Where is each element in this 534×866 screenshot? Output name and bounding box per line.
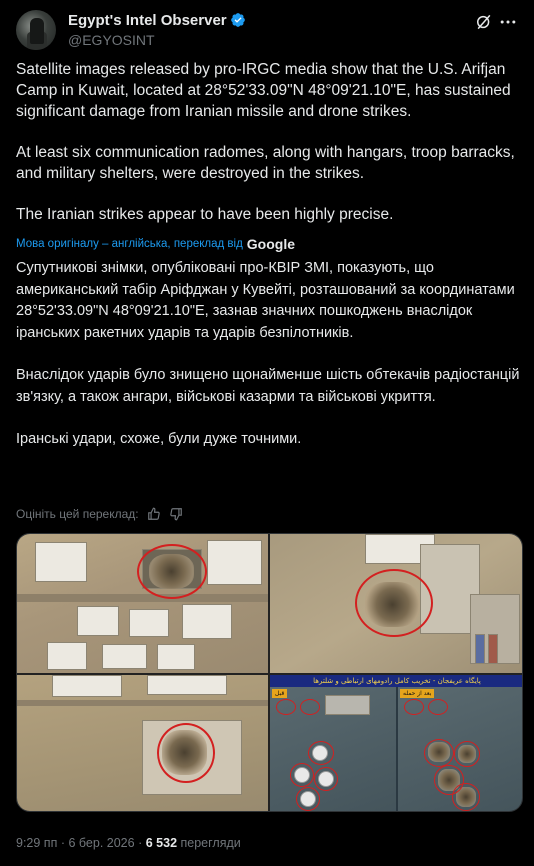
views-label: перегляди	[180, 836, 241, 850]
views-count: 6 532	[145, 836, 178, 850]
strike-circle	[428, 699, 448, 715]
strike-circle	[308, 741, 334, 765]
before-label: قبل	[272, 689, 287, 698]
thumbs-down-icon[interactable]	[169, 507, 183, 521]
verified-badge-icon	[230, 12, 246, 28]
after-panel	[398, 687, 523, 812]
strike-circle	[404, 699, 424, 715]
author-name[interactable]: Egypt's Intel Observer	[68, 12, 246, 29]
before-panel	[270, 687, 396, 812]
post-meta	[16, 836, 241, 850]
post-time[interactable]: 9:29 пп	[16, 836, 58, 850]
satellite-image-2[interactable]	[270, 534, 523, 673]
separator: ·	[138, 836, 143, 850]
translated-paragraph: Внаслідок ударів було знищено щонайменше шість обтекачів радіостанцій зв'язку, а також ангари, військові казарми та військові укриття.	[16, 367, 520, 405]
strike-circle	[454, 741, 480, 767]
post-text	[16, 59, 522, 225]
strike-circle	[157, 723, 215, 783]
strike-circle	[300, 699, 320, 715]
translated-text	[16, 258, 522, 451]
author-handle[interactable]: @EGYOSINT	[68, 32, 155, 48]
post-paragraph: At least six communication radomes, along with hangars, troop barracks, and military shelters, were destroyed in the strikes.	[16, 144, 515, 182]
strike-circle	[276, 699, 296, 715]
thumbs-up-icon[interactable]	[147, 507, 161, 521]
translation-note[interactable]: Мова оригіналу – англійська, переклад від Google	[16, 236, 296, 252]
grok-icon[interactable]	[474, 12, 494, 32]
strike-circle	[452, 783, 480, 811]
avatar[interactable]	[16, 10, 56, 50]
post-paragraph: Satellite images released by pro-IRGC media show that the U.S. Arifjan Camp in Kuwait, located at 28°52'33.09"N 48°09'21.10"E, has sustained significant damage from Iranian missile and drone strikes.	[16, 61, 511, 120]
strike-circle	[290, 763, 314, 787]
separator: ·	[60, 836, 65, 850]
translated-paragraph: Іранські удари, схоже, були дуже точними.	[16, 431, 302, 447]
strike-circle	[314, 767, 338, 791]
media-grid[interactable]	[16, 533, 523, 812]
google-logo: Google	[246, 236, 296, 252]
post-date[interactable]: 6 бер. 2026	[68, 836, 135, 850]
satellite-image-3[interactable]	[17, 675, 268, 812]
strike-circle	[424, 739, 454, 767]
translated-paragraph: Супутникові знімки, опубліковані про-КВІР ЗМІ, показують, що американський табір Аріфджан у Кувейті, розташований за координатами 28°52'33.09"N 48°09'21.10"E, зазнав значних пошкоджень внаслідок іранських ракетних ударів та ударів безпілотників.	[16, 260, 515, 341]
more-icon[interactable]	[498, 12, 518, 32]
image-banner: پایگاه عریفجان - تخریب کامل رادومهای ارتباطی و شلترها	[270, 675, 523, 687]
satellite-image-4[interactable]	[270, 675, 523, 812]
satellite-image-1[interactable]	[17, 534, 268, 673]
post-header	[16, 10, 518, 50]
post-paragraph: The Iranian strikes appear to have been highly precise.	[16, 206, 394, 223]
strike-circle	[137, 544, 207, 599]
rate-translation: Оцініть цей переклад:	[16, 507, 183, 521]
strike-circle	[296, 787, 320, 811]
strike-circle	[355, 569, 433, 637]
after-label: بعد از حمله	[400, 689, 434, 698]
